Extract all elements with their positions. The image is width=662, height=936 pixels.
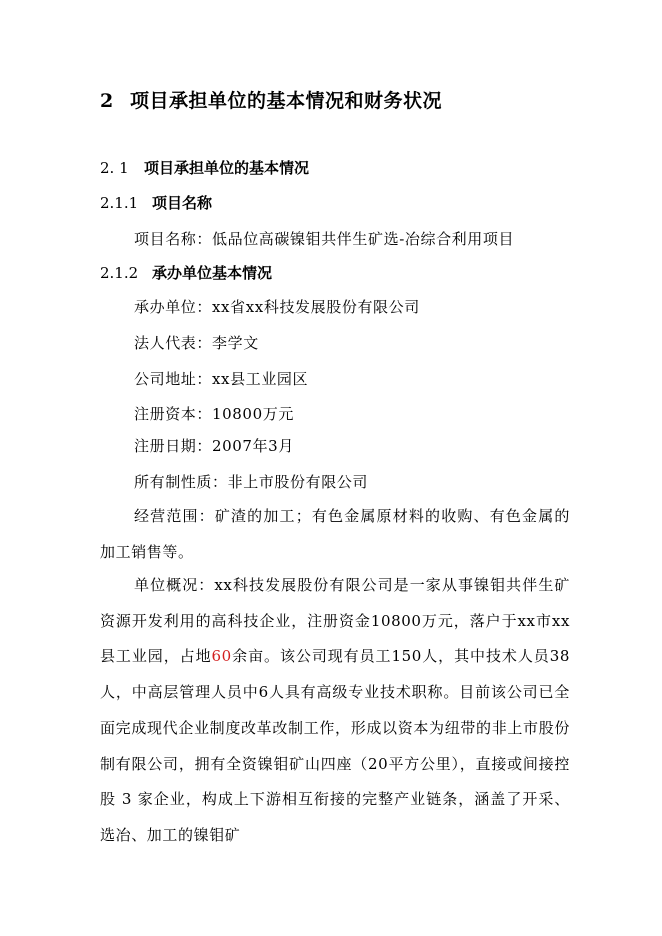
heading-section-2-1 [100, 157, 309, 178]
overview-text-start: 单位概况：xx科技发展股份有限公司是一家从事镍钼共伴生矿资源开发利用的高科技企业，注册资金10800万元，落户于xx市xx县工业园，占地 [100, 576, 570, 666]
heading-number: 2.1.1 [100, 194, 139, 212]
heading-title: 项目承担单位的基本情况和财务状况 [130, 90, 443, 112]
heading-section-2-1-2 [100, 262, 272, 283]
overview-highlight-area: 60 [211, 647, 232, 666]
heading-number: 2. 1 [100, 159, 129, 177]
overview-paragraph [100, 568, 570, 854]
ownership-line: 所有制性质：非上市股份有限公司 [134, 473, 369, 491]
capital-line: 注册资本：10800万元 [134, 405, 294, 423]
legal-rep-line: 法人代表：李学文 [134, 334, 259, 352]
address-line: 公司地址：xx县工业园区 [134, 370, 309, 388]
overview-text-rest: 余亩。该公司现有员工150人，其中技术人员38人，中高层管理人员中6人具有高级专业技术职称。目前该公司已全面完成现代企业制度改革改制工作，形成以资本为纽带的非上市股份制有限公司，拥有全资镍钼矿山四座（20平方公里），直接或间接控股 3 家企业，构成上下游相互衔接的完整产业链条，涵盖了开采、选冶、加工的镍钼矿 [100, 647, 570, 844]
heading-number: 2 [100, 90, 114, 112]
heading-number: 2.1.2 [100, 264, 139, 282]
company-unit-line: 承办单位：xx省xx科技发展股份有限公司 [134, 298, 420, 316]
heading-title: 承办单位基本情况 [152, 264, 273, 282]
business-scope-paragraph: 经营范围：矿渣的加工；有色金属原材料的收购、有色金属的加工销售等。 [100, 507, 570, 561]
reg-date-line: 注册日期：2007年3月 [134, 437, 294, 455]
heading-chapter-2 [100, 86, 442, 113]
heading-title: 项目名称 [152, 194, 213, 212]
project-name-line: 项目名称：低品位高碳镍钼共伴生矿选-冶综合利用项目 [134, 230, 515, 248]
heading-section-2-1-1 [100, 192, 212, 213]
heading-title: 项目承担单位的基本情况 [144, 159, 310, 177]
